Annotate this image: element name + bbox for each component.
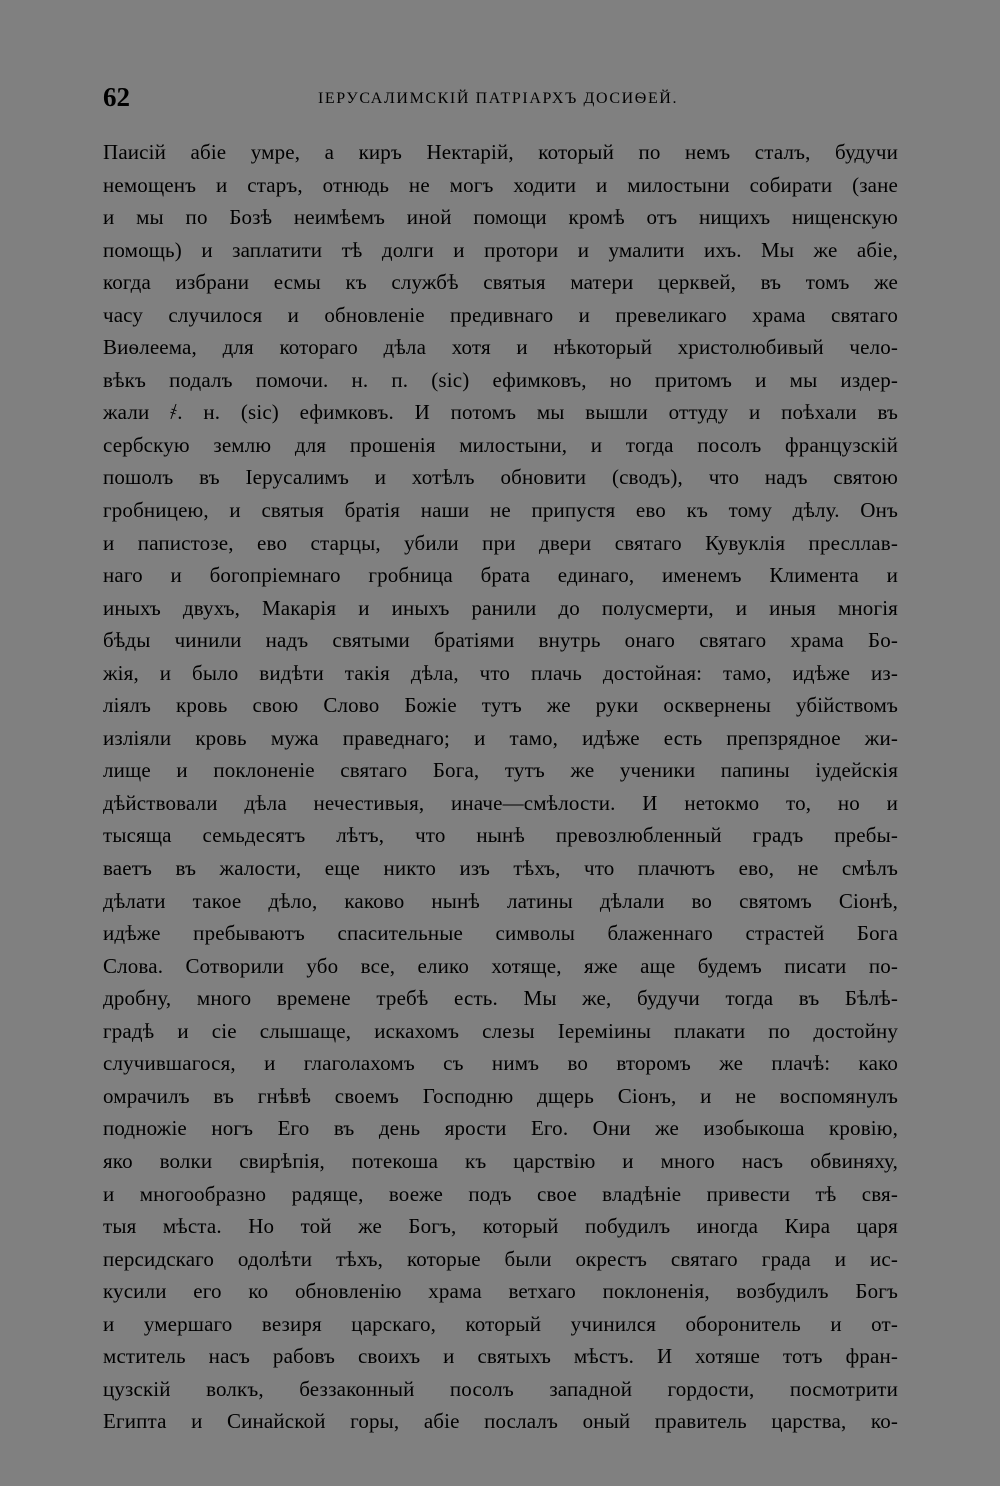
text-line: яко волки свирѣпiя, потекоша къ царствiю и много насъ обвиняху, <box>103 1148 898 1173</box>
text-line: подножiе ногъ Его въ день ярости Его. Они же изобыкоша кровiю, <box>103 1116 898 1141</box>
text-line: дѣйствовали дѣла нечестивыя, иначе—смѣлости. И нетокмо то, но и <box>103 790 898 815</box>
text-line: наго и богопрiемнаго гробница брата единаго, именемъ Климента и <box>103 563 898 588</box>
running-title: IЕРУСАЛИМСКIЙ ПАТРIАРХЪ ДОСИѲЕЙ. <box>318 90 679 107</box>
text-line: немощенъ и старъ, отнюдь не могъ ходити и милостыни собирати (зане <box>103 172 898 197</box>
text-line: тыя мѣста. Но той же Богъ, который побудилъ иногда Кира царя <box>103 1214 898 1239</box>
text-line: и папистозе, ево старцы, убили при двери святаго Кувуклiя пресллав- <box>103 530 898 555</box>
text-line: жiя, и было видѣти такiя дѣла, что плачь достойная: тамо, идѣже из- <box>103 660 898 685</box>
text-line: вѣкъ подалъ помочи. н. п. (sic) ефимковъ, но притомъ и мы издер- <box>103 367 898 392</box>
text-line: гробницею, и святыя братiя наши не припустя ево къ тому дѣлу. Онъ <box>103 498 898 523</box>
text-line: и умершаго везиря царскаго, который учинился оборонитель и от- <box>103 1311 898 1336</box>
text-line: омрачилъ въ гнѣвѣ своемъ Господню дщерь Сiонъ, и не воспомянулъ <box>103 1083 898 1108</box>
text-line: персидскаго одолѣти тѣхъ, которые были окрестъ святаго града и ис- <box>103 1246 898 1271</box>
text-line: Паисiй абiе умре, а киръ Нектарiй, который по немъ сталъ, будучи <box>103 140 898 164</box>
body-text <box>103 136 898 1438</box>
text-line: Виѳлеема, для котораго дѣла хотя и нѣкоторый христолюбивый чело- <box>103 335 898 360</box>
text-line: жали ҂. н. (sic) ефимковъ. И потомъ мы вышли оттуду и поѣхали въ <box>103 400 898 425</box>
text-line: когда избрани есмы къ службѣ святыя матери церквей, въ томъ же <box>103 270 898 295</box>
page-header <box>103 82 898 112</box>
text-line: помощь) и заплатити тѣ долги и протори и умалити ихъ. Мы же абiе, <box>103 237 898 262</box>
text-line: градѣ и сiе слышаще, искахомъ слезы Iеремiины плакати по достойну <box>103 1018 898 1043</box>
text-line: идѣже пребываютъ спасительные символы блаженнаго страстей Бога <box>103 921 898 946</box>
text-line: кусили его ко обновленiю храма ветхаго поклоненiя, возбудилъ Богъ <box>103 1279 898 1304</box>
text-line: и мы по Бозѣ неимѣемъ иной помощи кромѣ отъ нищихъ нищенскую <box>103 205 898 230</box>
text-line: излiяли кровь мужа праведнаго; и тамо, идѣже есть препзрядное жи- <box>103 725 898 750</box>
text-line: иныхъ двухъ, Макарiя и иныхъ ранили до полусмерти, и иныя многiя <box>103 595 898 620</box>
text-line: пошолъ въ Iерусалимъ и хотѣлъ обновити (сводъ), что надъ святою <box>103 465 898 490</box>
text-line: случившагося, и глаголахомъ съ нимъ во второмъ же плачѣ: како <box>103 1051 898 1076</box>
text-line: дробну, много времене требѣ есть. Мы же, будучи тогда въ Бѣлѣ- <box>103 986 898 1011</box>
text-line: мститель насъ рабовъ своихъ и святыхъ мѣстъ. И хотяше тотъ фран- <box>103 1344 898 1369</box>
text-line: лище и поклоненiе святаго Бога, тутъ же ученики папины iудейскiя <box>103 758 898 783</box>
text-line: сербскую землю для прошенiя милостыни, и тогда посолъ французскiй <box>103 432 898 457</box>
text-line: ваетъ въ жалости, еще никто изъ тѣхъ, что плачютъ ево, не смѣлъ <box>103 856 898 881</box>
text-line: бѣды чинили надъ святыми братiями внутрь онаго святаго храма Бо- <box>103 628 898 653</box>
text-line: лiялъ кровь свою Слово Божiе тутъ же руки осквернены убiйствомъ <box>103 693 898 718</box>
text-line: дѣлати такое дѣло, каково нынѣ латины дѣлали во святомъ Сiонѣ, <box>103 888 898 913</box>
text-line: и многообразно радяще, воеже подъ свое владѣнiе привести тѣ свя- <box>103 1181 898 1206</box>
text-line: Слова. Сотворили убо все, елико хотяще, яже аще будемъ писати по- <box>103 953 898 978</box>
text-line: часу случилося и обновленiе предивнаго и превеликаго храма святаго <box>103 302 898 327</box>
text-line: цузскiй волкъ, беззаконный посолъ западной гордости, посмотрити <box>103 1376 898 1401</box>
text-line: Египта и Синайской горы, абiе послалъ оный правитель царства, ко- <box>103 1409 898 1434</box>
text-line: тысяща семьдесятъ лѣтъ, что нынѣ превозлюбленный градъ пребы- <box>103 823 898 848</box>
page-number: 62 <box>103 82 130 112</box>
